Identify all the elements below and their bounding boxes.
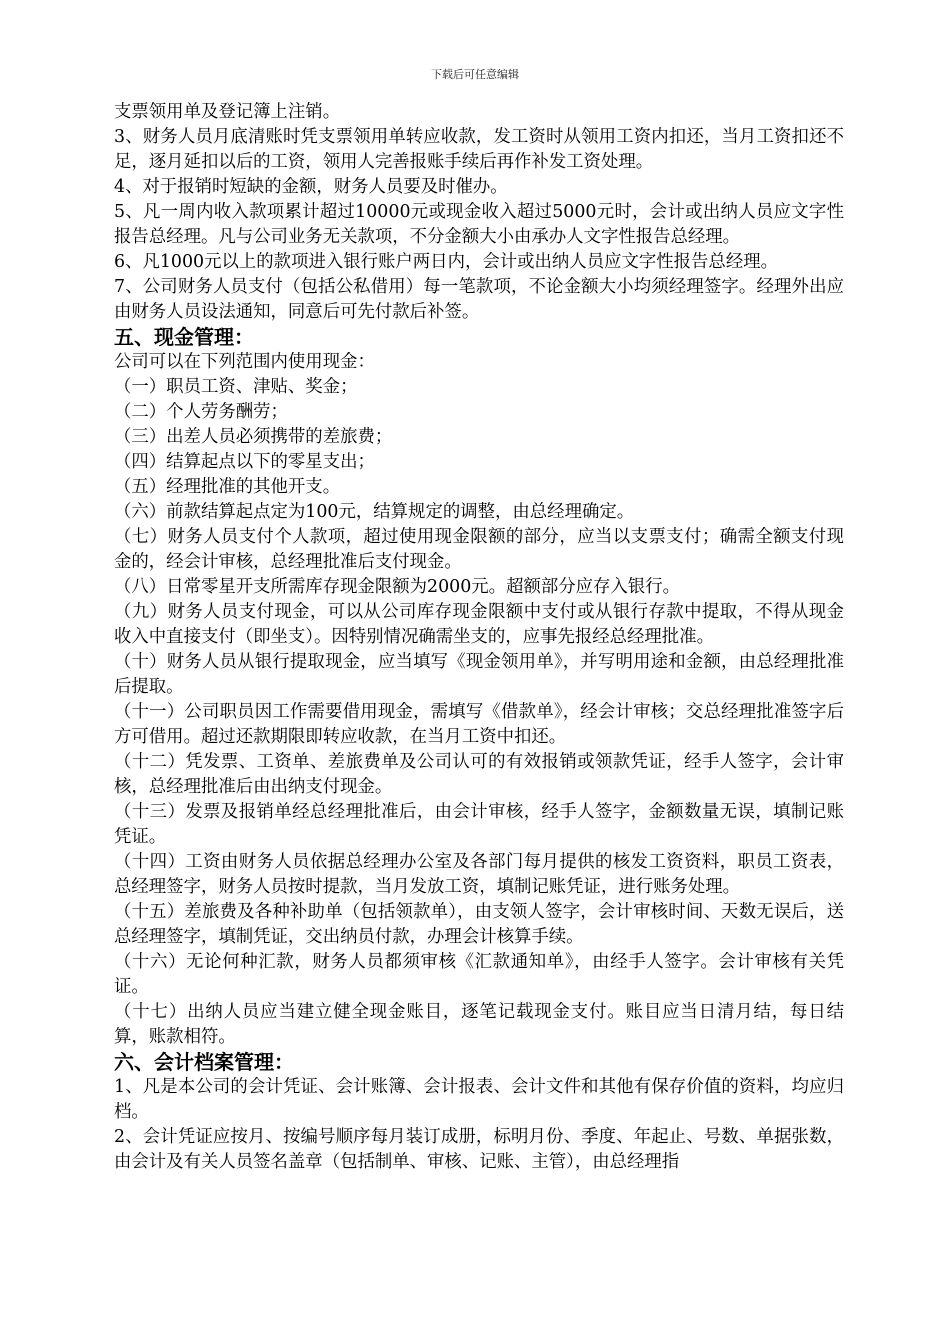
paragraph: 2、会计凭证应按月、按编号顺序每月装订成册，标明月份、季度、年起止、号数、单据张数，由会计及有关人员签名盖章（包括制单、审核、记账、主管），由总经理指: [114, 1127, 844, 1172]
paragraph: （三）出差人员必须携带的差旅费；: [114, 427, 393, 447]
paragraph: （十五）差旅费及各种补助单（包括领款单），由支领人签字，会计审核时间、天数无误后，送总经理签字，填制凭证，交出纳员付款，办理会计核算手续。: [114, 902, 844, 947]
paragraph: 4、对于报销时短缺的金额，财务人员要及时催办。: [114, 177, 508, 197]
paragraph: （十六）无论何种汇款，财务人员都须审核《汇款通知单》，由经手人签字。会计审核有关凭证。: [114, 952, 844, 997]
paragraph: （九）财务人员支付现金，可以从公司库存现金限额中支付或从银行存款中提取，不得从现金收入中直接支付（即坐支）。因特别情况确需坐支的，应事先报经总经理批准。: [114, 602, 844, 647]
paragraph: （二）个人劳务酬劳；: [114, 402, 288, 422]
paragraph: （七）财务人员支付个人款项，超过使用现金限额的部分，应当以支票支付；确需全额支付现金的，经会计审核，总经理批准后支付现金。: [114, 527, 844, 572]
paragraph: （四）结算起点以下的零星支出；: [114, 452, 375, 472]
paragraph: 1、凡是本公司的会计凭证、会计账簿、会计报表、会计文件和其他有保存价值的资料，均应归档。: [114, 1077, 844, 1122]
paragraph: （十一）公司职员因工作需要借用现金，需填写《借款单》，经会计审核；交总经理批准签字后方可借用。超过还款期限即转应收款，在当月工资中扣还。: [114, 702, 844, 747]
paragraph: （五）经理批准的其他开支。: [114, 477, 341, 497]
paragraph: （十）财务人员从银行提取现金，应当填写《现金领用单》，并写明用途和金额，由总经理批准后提取。: [114, 652, 844, 697]
paragraph: （十三）发票及报销单经总经理批准后，由会计审核，经手人签字，金额数量无误，填制记账凭证。: [114, 802, 844, 847]
paragraph: （一）职员工资、津贴、奖金；: [114, 377, 358, 397]
paragraph: 支票领用单及登记簿上注销。: [114, 102, 341, 122]
paragraph: （十二）凭发票、工资单、差旅费单及公司认可的有效报销或领款凭证，经手人签字，会计审核，总经理批准后由出纳支付现金。: [114, 752, 844, 797]
section-heading: 五、现金管理：: [114, 325, 254, 349]
paragraph: （六）前款结算起点定为100元，结算规定的调整，由总经理确定。: [114, 502, 635, 522]
paragraph: 7、公司财务人员支付（包括公私借用）每一笔款项，不论金额大小均须经理签字。经理外出应由财务人员设法通知，同意后可先付款后补签。: [114, 277, 844, 322]
paragraph: 3、财务人员月底清账时凭支票领用单转应收款，发工资时从领用工资内扣还，当月工资扣还不足，逐月延扣以后的工资，领用人完善报账手续后再作补发工资处理。: [114, 127, 844, 172]
paragraph: 5、凡一周内收入款项累计超过10000元或现金收入超过5000元时，会计或出纳人员应文字性报告总经理。凡与公司业务无关款项，不分金额大小由承办人文字性报告总经理。: [114, 202, 844, 247]
paragraph: （十四）工资由财务人员依据总经理办公室及各部门每月提供的核发工资资料，职员工资表，总经理签字，财务人员按时提款，当月发放工资，填制记账凭证，进行账务处理。: [114, 852, 844, 897]
page-header-note: 下载后可任意编辑: [431, 68, 519, 81]
paragraph: 6、凡1000元以上的款项进入银行账户两日内，会计或出纳人员应文字性报告总经理。: [114, 252, 778, 272]
section-heading: 六、会计档案管理：: [114, 1050, 294, 1074]
paragraph: （十七）出纳人员应当建立健全现金账目，逐笔记载现金支付。账目应当日清月结，每日结算，账款相符。: [114, 1002, 844, 1047]
paragraph: 公司可以在下列范围内使用现金：: [114, 352, 375, 372]
paragraph: （八）日常零星开支所需库存现金限额为2000元。超额部分应存入银行。: [114, 577, 680, 597]
document-body: [114, 100, 844, 1175]
